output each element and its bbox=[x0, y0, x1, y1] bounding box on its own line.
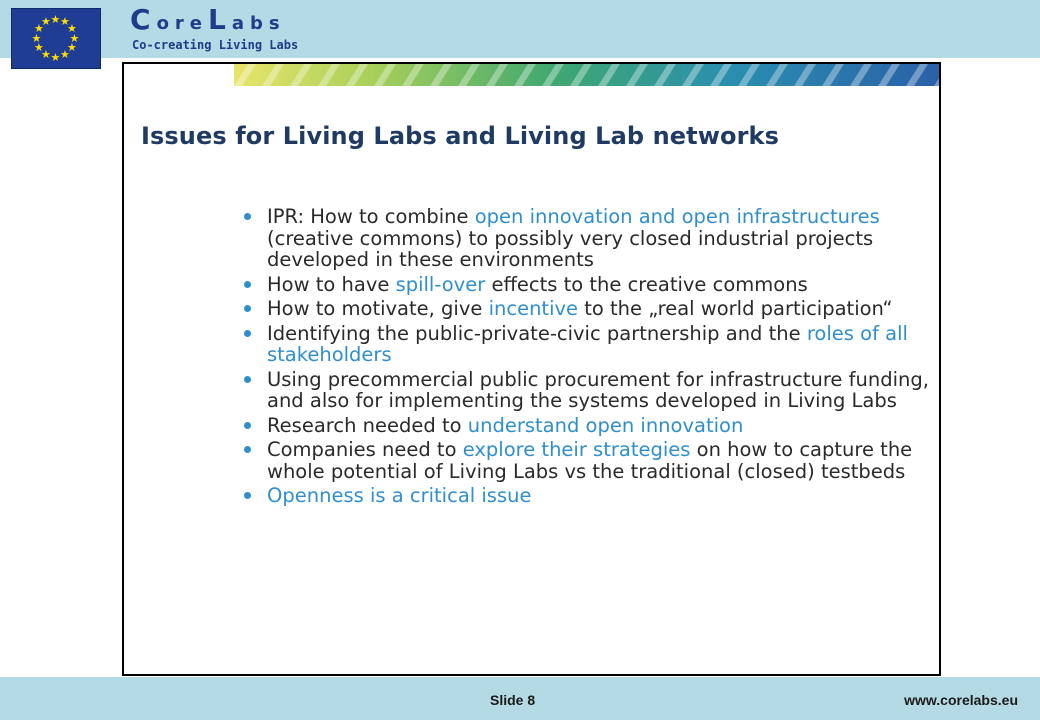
bullet-highlight-text: Openness is a critical issue bbox=[267, 484, 532, 507]
bullet-item bbox=[242, 274, 932, 296]
star-icon: ★ bbox=[60, 15, 70, 29]
brand-subtitle: Co-creating Living Labs bbox=[132, 38, 299, 52]
brand-text-ore: ore bbox=[156, 13, 209, 34]
bullet-text: Companies need to bbox=[267, 438, 463, 461]
slide-number: Slide 8 bbox=[490, 692, 536, 708]
bullet-item bbox=[242, 369, 932, 412]
bullet-highlight-text: understand open innovation bbox=[467, 413, 744, 437]
brand-letter-c: C bbox=[130, 3, 157, 36]
slide-title: Issues for Living Labs and Living Lab networks bbox=[141, 122, 779, 150]
bullet-text: effects to the creative commons bbox=[485, 272, 808, 296]
brand-letter-l: L bbox=[208, 3, 232, 36]
brand-title bbox=[130, 3, 298, 38]
slide-content bbox=[122, 62, 941, 676]
bullet-dot-icon bbox=[244, 213, 251, 220]
star-icon: ★ bbox=[60, 47, 70, 61]
bullet-text: on how to capture the whole potential of Living Labs vs the traditional (closed) testbeds bbox=[267, 438, 913, 483]
bullet-text: (creative commons) to possibly very closed industrial projects developed in these environments bbox=[267, 226, 874, 271]
bullet-text: IPR: How to combine bbox=[267, 205, 475, 228]
bullet-text: Using precommercial public procurement for infrastructure funding, and also for implementing the systems developed in Living Labs bbox=[267, 367, 929, 412]
bullet-list bbox=[242, 206, 932, 510]
brand-logo bbox=[130, 3, 299, 52]
bullet-item bbox=[242, 439, 932, 482]
star-icon: ★ bbox=[50, 50, 61, 64]
bullet-text: Identifying the public-private-civic partnership and the bbox=[267, 321, 807, 345]
bullet-dot-icon bbox=[244, 330, 251, 337]
bullet-highlight-text: roles of all stakeholders bbox=[267, 321, 908, 366]
star-icon: ★ bbox=[66, 41, 77, 54]
bullet-item bbox=[242, 206, 932, 271]
bullet-highlight-text: spill-over bbox=[395, 272, 486, 296]
website-url: www.corelabs.eu bbox=[904, 692, 1018, 708]
bullet-text: How to have bbox=[267, 272, 396, 296]
bullet-dot-icon bbox=[244, 305, 251, 312]
bullet-dot-icon bbox=[244, 376, 251, 383]
bullet-dot-icon bbox=[244, 492, 251, 499]
bullet-dot-icon bbox=[244, 422, 251, 429]
star-icon: ★ bbox=[34, 22, 44, 35]
bullet-text: How to motivate, give bbox=[267, 297, 489, 320]
bullet-highlight-text: open innovation and open infrastructures bbox=[474, 205, 880, 228]
star-icon: ★ bbox=[41, 15, 51, 29]
bullet-dot-icon bbox=[244, 446, 251, 453]
star-icon: ★ bbox=[50, 12, 61, 26]
bullet-highlight-text: incentive bbox=[488, 297, 579, 320]
bullet-text: to the „real world participation“ bbox=[578, 297, 893, 320]
eu-flag-icon bbox=[11, 8, 101, 69]
bullet-text: Research needed to bbox=[267, 413, 468, 437]
decorative-stripe bbox=[234, 64, 941, 86]
star-icon: ★ bbox=[31, 31, 42, 45]
bullet-dot-icon bbox=[244, 281, 251, 288]
bullet-item bbox=[242, 415, 932, 437]
star-icon: ★ bbox=[69, 31, 80, 45]
bullet-item bbox=[242, 298, 932, 320]
star-icon: ★ bbox=[34, 41, 44, 54]
star-icon: ★ bbox=[66, 22, 77, 35]
bullet-item bbox=[242, 323, 932, 366]
star-icon: ★ bbox=[41, 47, 51, 61]
bullet-highlight-text: explore their strategies bbox=[462, 438, 691, 461]
bullet-item bbox=[242, 485, 932, 507]
brand-text-abs: abs bbox=[231, 13, 286, 34]
